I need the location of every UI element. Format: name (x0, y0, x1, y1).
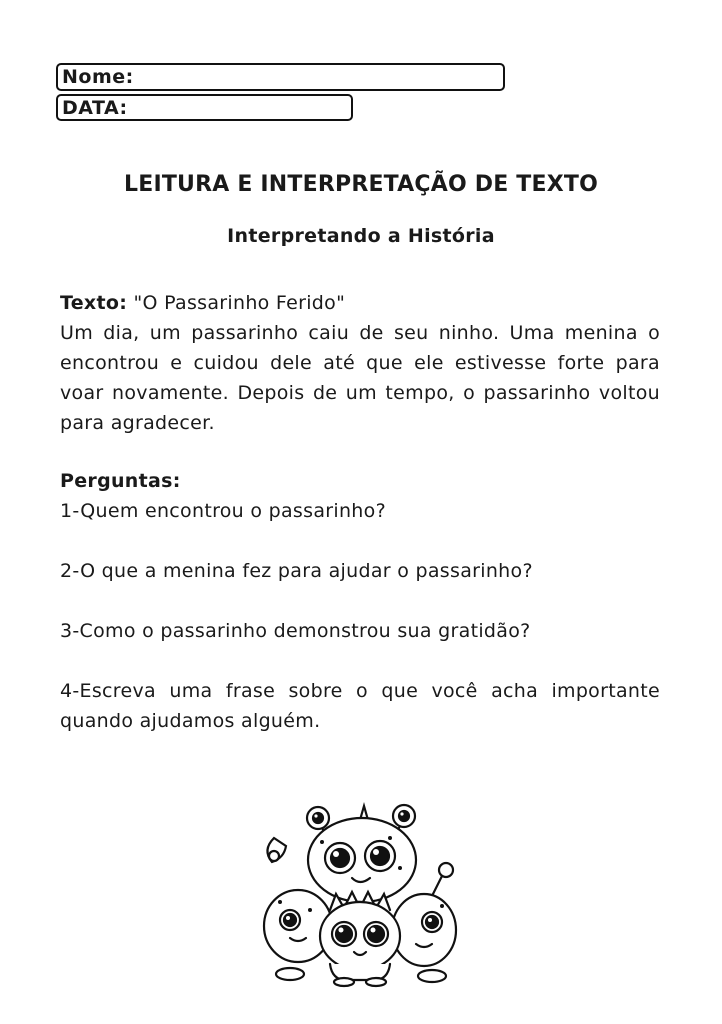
question-item: 4-Escreva uma frase sobre o que você acha importante quando ajudamos alguém. (60, 680, 660, 732)
page-title: LEITURA E INTERPRETAÇÃO DE TEXTO (124, 172, 598, 197)
date-field[interactable] (56, 94, 353, 121)
questions-label: Perguntas: (60, 470, 181, 492)
question-item: 2-O que a menina fez para ajudar o passarinho? (60, 560, 533, 582)
cute-monsters-illustration-icon (260, 798, 465, 988)
text-heading (60, 288, 660, 318)
page-subtitle: Interpretando a História (227, 225, 495, 247)
text-label: Texto: (60, 292, 128, 314)
question-item: 3-Como o passarinho demonstrou sua gratidão? (60, 620, 531, 642)
name-field[interactable] (56, 63, 505, 91)
story-body: Um dia, um passarinho caiu de seu ninho. Uma menina o encontrou e cuidou dele até que ele estivesse forte para voar novamente. Depois de um tempo, o passarinho voltou para agradecer. (60, 322, 660, 434)
date-label: DATA: (62, 97, 128, 119)
text-section (60, 288, 660, 438)
story-title: "O Passarinho Ferido" (133, 292, 346, 314)
question-item: 1-Quem encontrou o passarinho? (60, 500, 386, 522)
name-label: Nome: (62, 66, 134, 88)
questions-section (60, 466, 660, 736)
